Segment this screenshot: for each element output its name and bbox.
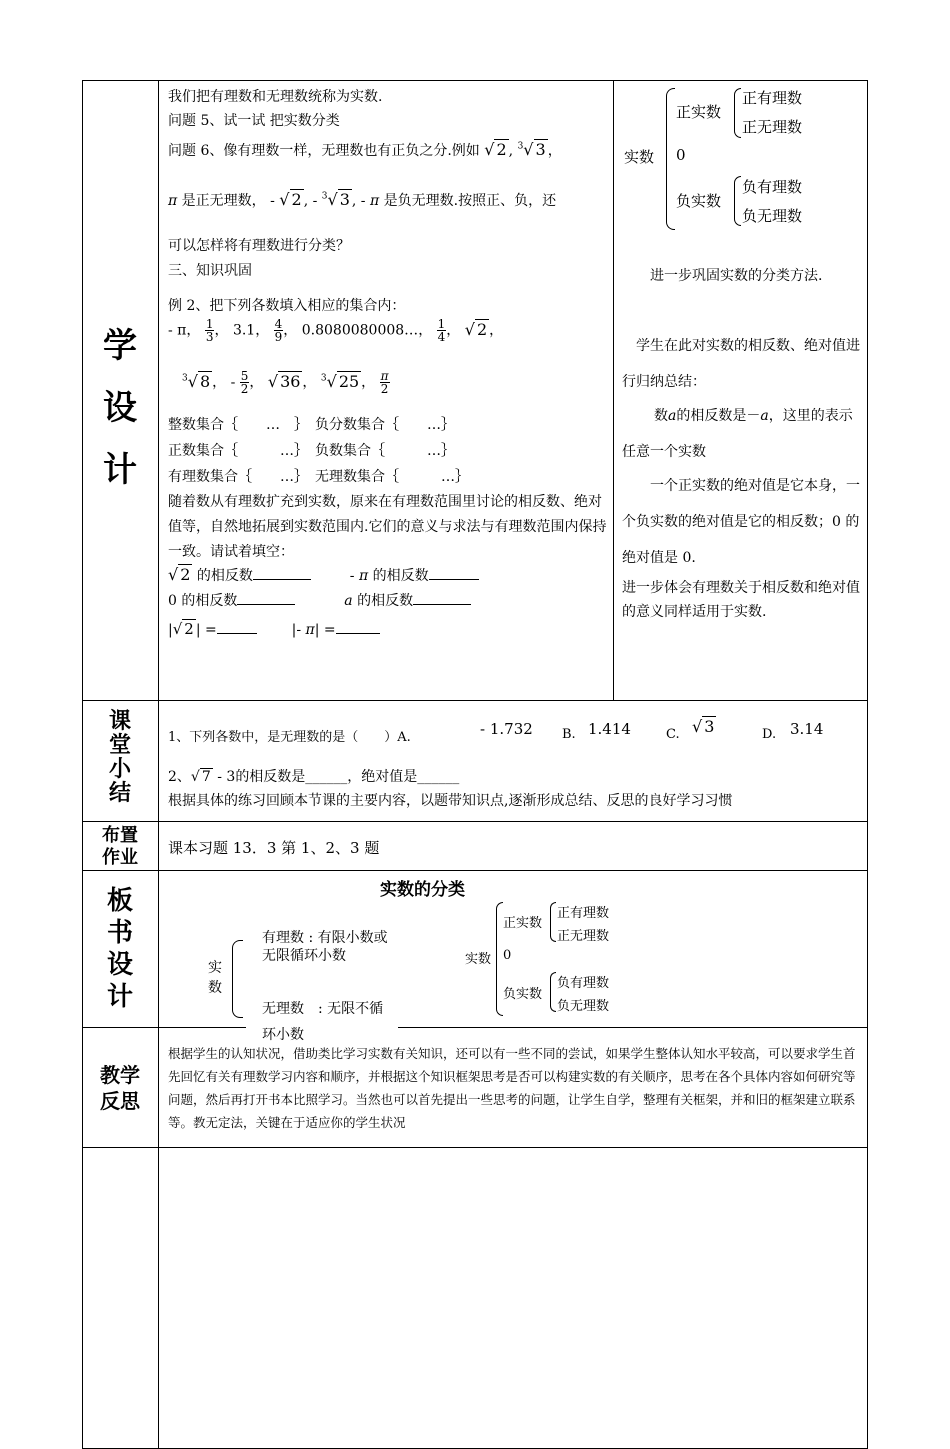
summary-question-2: 2、√ 7 - 3的相反数是______，绝对值是______ [168,769,460,785]
note-3: 数a的相反数是－a，这里的表示任意一个实数 [622,408,853,460]
opposite-row1: √ 2 的相反数 - π 的相反数 [168,565,479,585]
extension-paragraph: 随着数从有理数扩充到实数，原来在有理数范围里讨论的相反数、绝对值等，自然地拓展到实数范围内.它们的意义与求法与有理数范围内保持一致。请试着填空： [168,494,607,560]
brace [734,88,741,138]
tree-neg2: 负无理数 [742,207,803,225]
board-irrational: 无理数 : 无限不循环小数 [262,1001,384,1043]
question-6-line2: π 是正无理数， - √ 2 , - $^3$√ 3 , - π 是负无理数.按照正、负，还 [168,190,557,209]
tree-zero: 0 [676,146,686,164]
row-divider [82,1027,246,1028]
brace [496,902,503,1016]
note-5: 进一步体会有理数关于相反数和绝对值的意义同样适用于实数. [622,580,860,620]
table-right [867,80,868,1148]
tree-pos1: 正有理数 [742,89,803,107]
brace [232,940,243,1018]
table-top [82,80,868,81]
absolute-value-row: |√ 2 | = |- π| = [168,620,380,638]
option-c-label: C. [666,727,680,742]
row-divider [398,1027,868,1028]
set-row: 正数集合｛ …｝ 负数集合｛ …｝ [168,443,455,459]
notes-divider [613,80,614,701]
board-rational: 有理数 : 有限小数或无限循环小数 [262,930,388,964]
column-divider [158,80,159,1448]
number-list-row1: - π， $\frac{1}{3}$ ， 3.1， $\frac{4}{9}$ ， 0.8080080008…， $\frac{1}{4}$ ， √ 2 ， [168,317,504,344]
opposite-row2: 0 的相反数 a 的相反数 [168,590,471,610]
brace [666,88,675,230]
example-2: 例 2、把下列各数填入相应的集合内： [168,298,406,314]
section-label-summary: 课 堂 小 结 [108,709,131,806]
board-pos: 正实数 [503,916,543,931]
option-d: 3.14 [790,720,824,738]
set-row: 有理数集合｛ …｝ 无理数集合｛ …｝ [168,469,469,485]
number-list-row2: $^3$√ 8 ， - $\frac{5}{2}$ ， √ 36 ， $^3$√ 25 ， $\frac{\pi}{2}$ [182,369,389,396]
board-zero: 0 [503,948,512,963]
section-label-board: 板 书 设 计 [106,886,133,1012]
table-bottom [82,1147,868,1148]
board-title: 实数的分类 [380,880,465,900]
reflection-text: 根据学生的认知状况，借助类比学习实数有关知识，还可以有一些不同的尝试，如果学生整体认知水平较高，可以要求学生首先回忆有关有理数学习内容和顺序，并根据这个知识框架思考是否可以构建实数的有关顺序，思考在各个具体内容如何研究等问题，然后再打开书本比照学习。当然也可以首先提出一些思考的问题，让学生自学，整理有关框架，并和旧的框架建立联系等。教无定法，关键在于适应你的学生状况 [168,1046,856,1130]
tree-root: 实数 [624,148,655,166]
summary-question-1: 1、下列各数中，是无理数的是（ ）A. [168,730,411,745]
section-label-reflection: 教学 反思 [100,1063,140,1113]
table-left [82,80,83,1148]
note-1: 进一步巩固实数的分类方法. [622,268,823,284]
board-pos1: 正有理数 [557,906,610,921]
note-2: 学生在此对实数的相反数、绝对值进行归纳总结： [622,338,860,390]
board-neg: 负实数 [503,987,543,1002]
tree-neg1: 负有理数 [742,178,803,196]
brace [734,176,741,226]
tree-pos: 正实数 [676,103,722,121]
note-4: 一个正实数的绝对值是它本身，一个负实数的绝对值是它的相反数；0 的绝对值是 0. [622,478,860,566]
option-c: √ 3 [692,717,715,736]
board-left-root: 实数 [208,960,222,996]
tree-neg: 负实数 [676,192,722,210]
question-6: 问题 6、像有理数一样，无理数也有正负之分.例如 √ 2 , $^3$√ 3 ， [168,140,562,159]
option-d-label: D. [762,727,777,742]
option-b: 1.414 [588,720,631,738]
question-6-line3: 可以怎样将有理数进行分类？ [168,238,350,254]
brace [550,902,556,942]
row-divider [82,870,868,871]
option-a: - 1.732 [480,720,533,738]
tree-pos2: 正无理数 [742,118,803,136]
design-line2: 问题 5、试一试 把实数分类 [168,113,340,129]
section-label-homework: 布置 作业 [102,825,138,868]
section-3-heading: 三、知识巩固 [168,263,252,279]
option-b-label: B. [562,727,576,742]
row-divider [82,700,868,701]
board-neg1: 负有理数 [557,976,610,991]
homework-text: 课本习题 13．3 第 1、2、3 题 [168,839,380,857]
summary-recap: 根据具体的练习回顾本节课的主要内容，以题带知识点,逐渐形成总结、反思的良好学习习惯 [168,793,733,809]
board-pos2: 正无理数 [557,929,610,944]
set-row: 整数集合｛ … ｝ 负分数集合｛ …｝ [168,417,455,433]
board-neg2: 负无理数 [557,999,610,1014]
brace [550,972,556,1012]
design-line1: 我们把有理数和无理数统称为实数. [168,89,383,105]
board-root: 实数 [465,952,492,967]
section-label-design: 学 设 计 [103,326,137,490]
row-divider [82,821,868,822]
